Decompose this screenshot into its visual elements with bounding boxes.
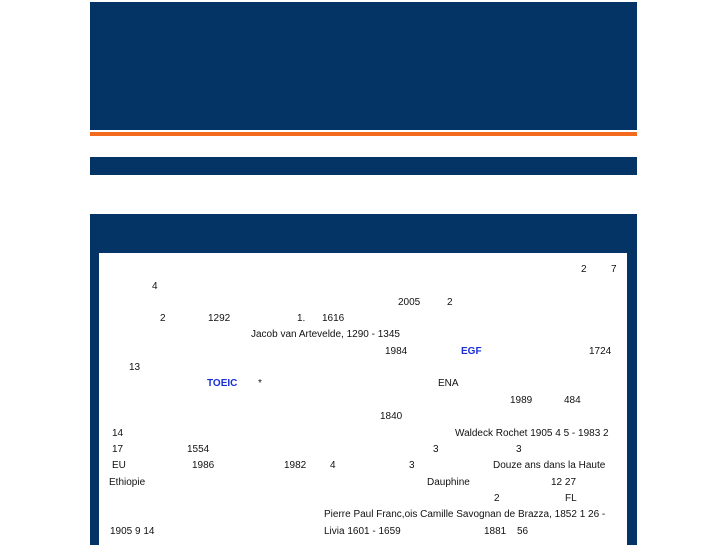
text-fragment: 484	[564, 395, 581, 406]
text-fragment: 1554	[187, 444, 210, 455]
text-fragment: 1840	[380, 411, 403, 422]
text-fragment: 17	[112, 444, 124, 455]
text-fragment: 1986	[192, 460, 215, 471]
text-fragment: 3	[433, 444, 439, 455]
link-egf[interactable]: EGF	[461, 346, 482, 357]
text-fragment: 4	[330, 460, 336, 471]
text-fragment: Jacob van Artevelde, 1290 - 1345	[251, 329, 400, 340]
text-fragment: Pierre Paul Franc,ois Camille Savognan de Brazza, 1852 1 26 -	[324, 509, 606, 520]
text-fragment: Dauphine	[427, 477, 470, 488]
text-fragment: 1881	[484, 526, 507, 537]
text-fragment: 1989	[510, 395, 533, 406]
text-fragment: 13	[129, 362, 141, 373]
text-fragment: 2	[581, 264, 587, 275]
text-fragment: 2	[160, 313, 166, 324]
text-fragment: 3	[516, 444, 522, 455]
text-fragment: FL	[565, 493, 577, 504]
text-fragment: 1292	[208, 313, 231, 324]
text-fragment: 3	[409, 460, 415, 471]
text-fragment: 4	[152, 281, 158, 292]
nav-bar	[90, 157, 637, 175]
text-fragment: 1724	[589, 346, 612, 357]
link-toeic[interactable]: TOEIC	[207, 378, 238, 389]
text-fragment: 1.	[297, 313, 306, 324]
text-fragment: Ethiopie	[109, 477, 146, 488]
text-fragment: 1982	[284, 460, 307, 471]
accent-divider	[90, 132, 637, 136]
text-fragment: Livia 1601 - 1659	[324, 526, 401, 537]
text-fragment: 7	[611, 264, 617, 275]
text-fragment: EU	[112, 460, 126, 471]
text-fragment: 56	[517, 526, 529, 537]
text-fragment: 14	[112, 428, 124, 439]
text-fragment: 2	[447, 297, 453, 308]
text-fragment: 2005	[398, 297, 421, 308]
text-fragment: ENA	[438, 378, 459, 389]
article-body	[99, 253, 627, 545]
text-fragment: Waldeck Rochet 1905 4 5 - 1983 2	[455, 428, 609, 439]
header-banner	[90, 2, 637, 130]
text-fragment: 12 27	[551, 477, 577, 488]
text-fragment: *	[258, 378, 262, 389]
text-fragment: 1905 9 14	[110, 526, 155, 537]
text-fragment: Douze ans dans la Haute	[493, 460, 606, 471]
text-fragment: 2	[494, 493, 500, 504]
text-fragment: 1984	[385, 346, 408, 357]
text-fragment: 1616	[322, 313, 345, 324]
